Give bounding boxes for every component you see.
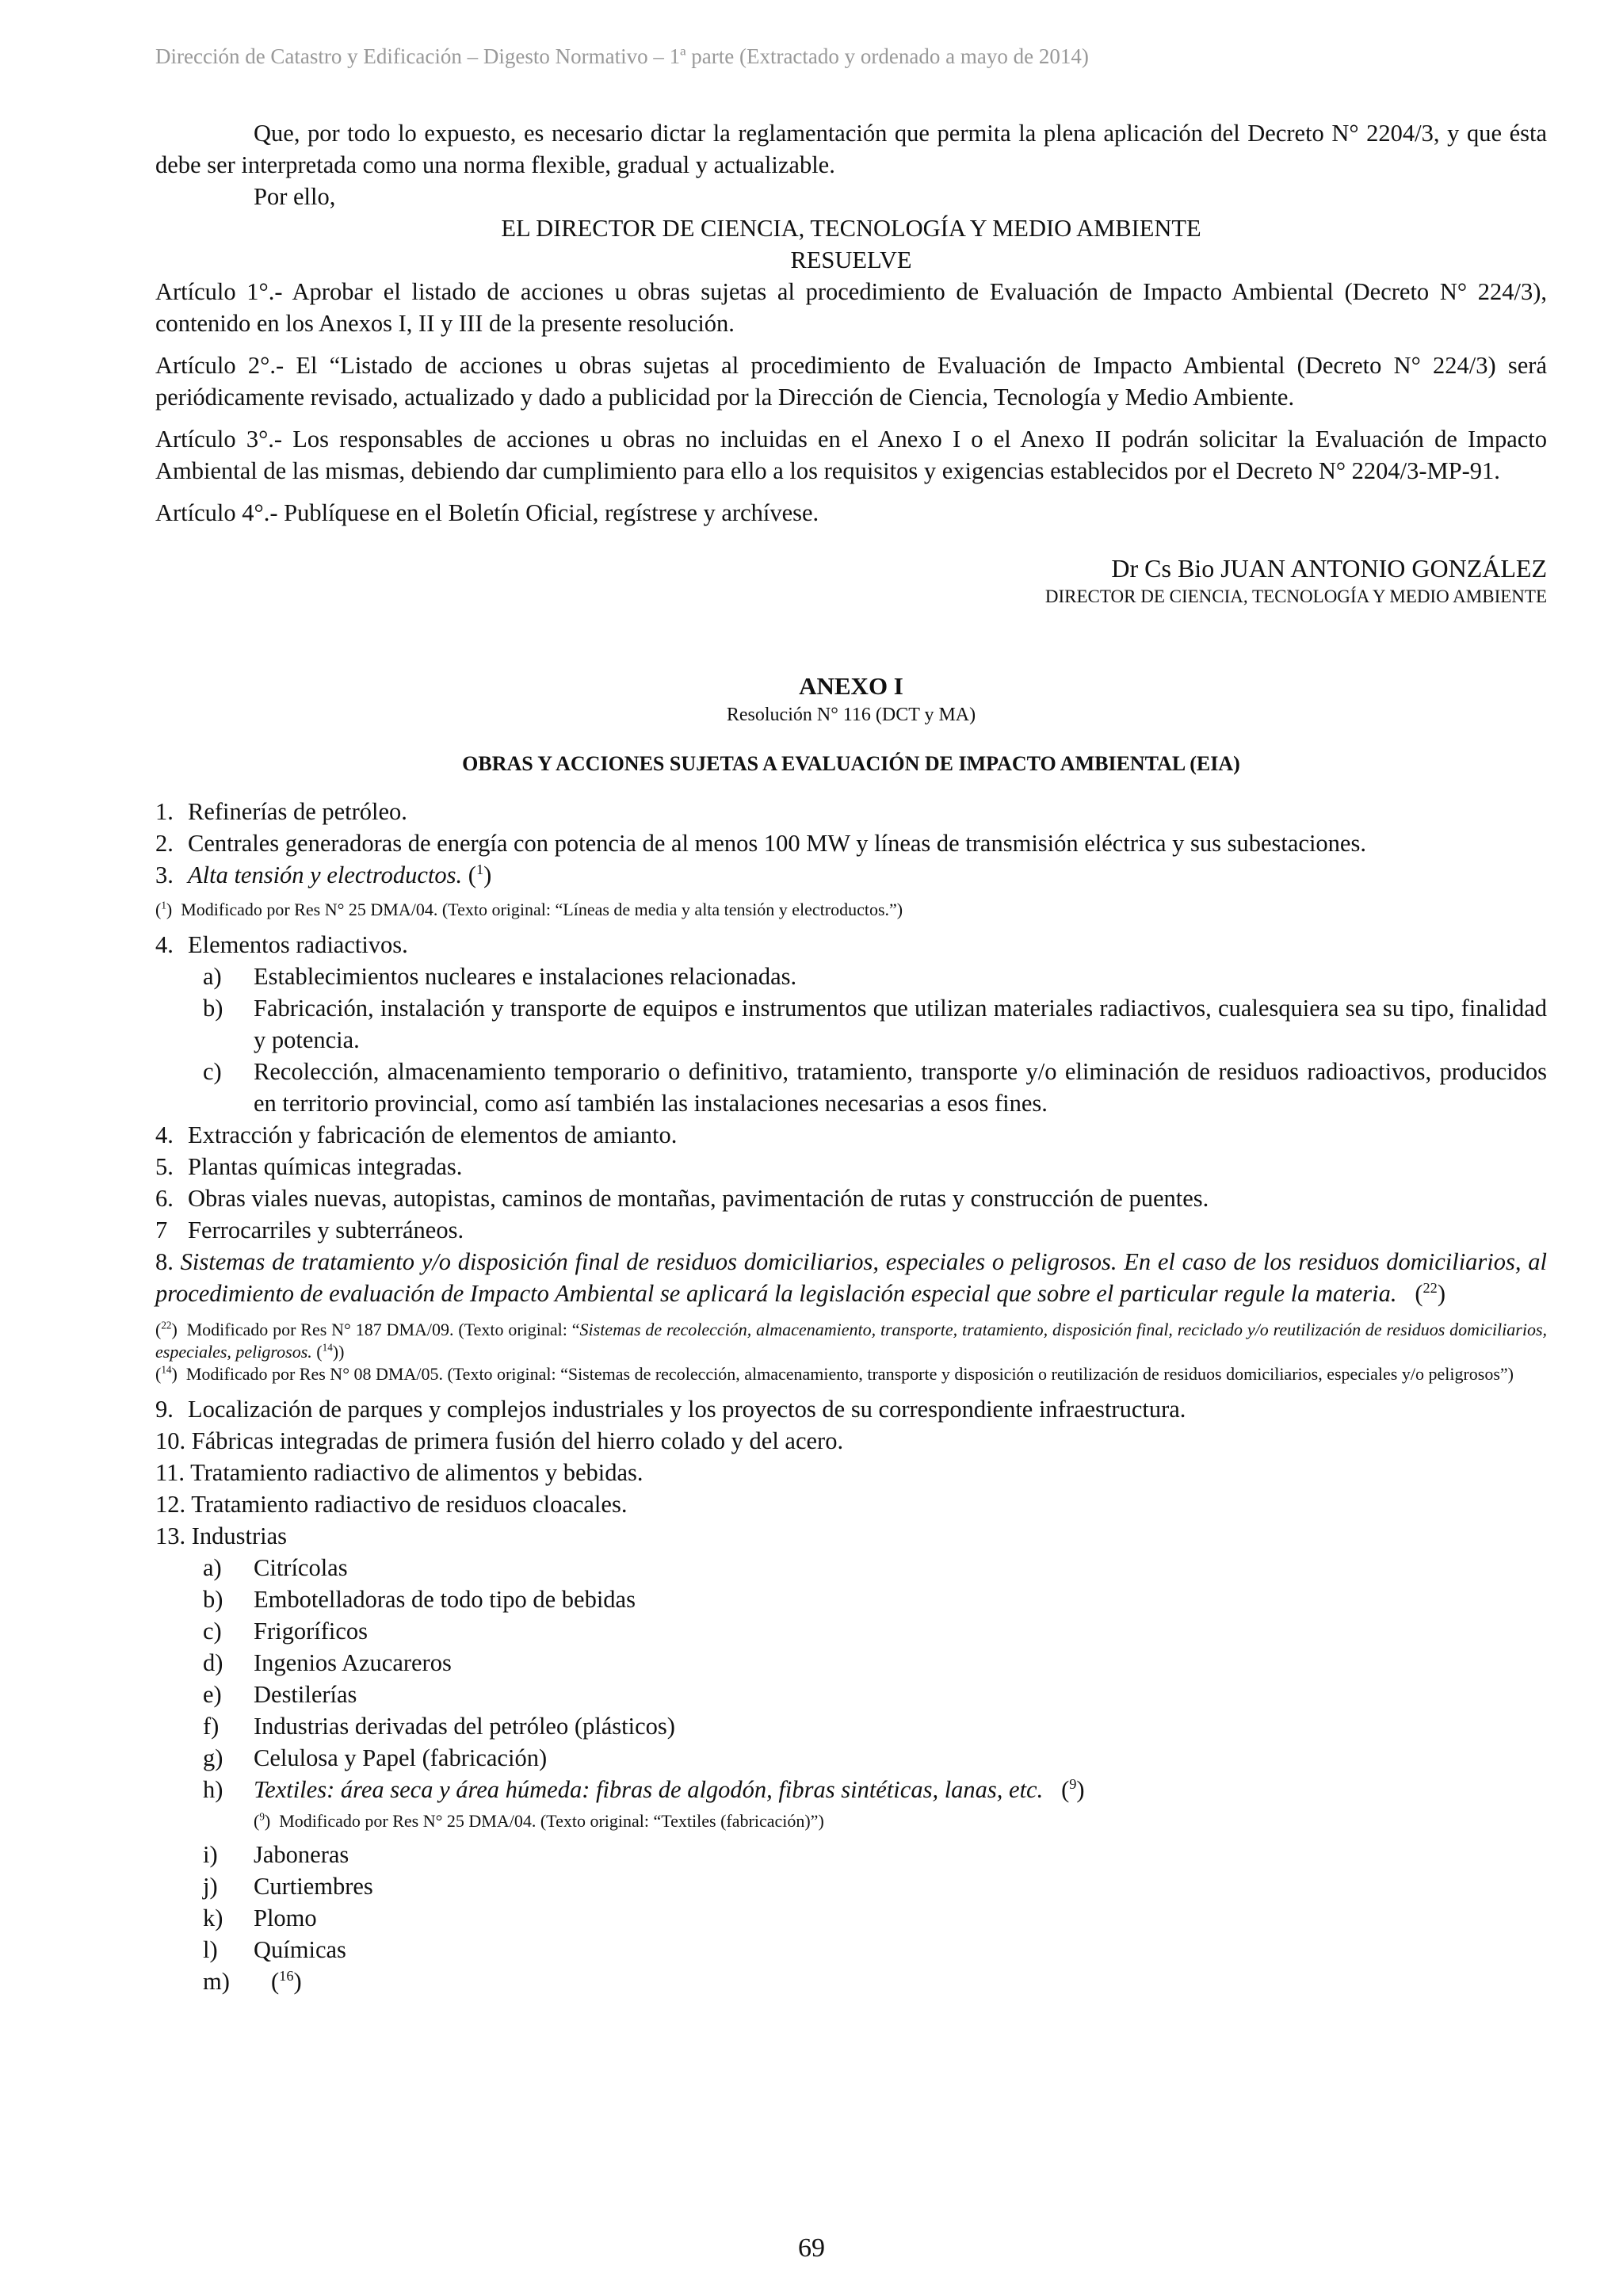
sub-item-letter: c) xyxy=(203,1058,222,1085)
item-text: Elementos radiactivos. xyxy=(188,931,408,958)
list-item: 3. Alta tensión y electroductos. ($^1$) xyxy=(155,859,1547,891)
sub-item-text: Textiles: área seca y área húmeda: fibras de algodón, fibras sintéticas, lanas, etc. xyxy=(254,1776,1044,1803)
footnote-22: ($^{22}$) Modificado por Res N° 187 DMA/09. (Texto original: “Sistemas de recolección, almacenamiento, transporte, tratamiento, disposición final, reciclado y/o reutilización de residuos domiciliarios, especiales, peligrosos. ($^{14}$)) xyxy=(155,1319,1548,1362)
item-text: Localización de parques y complejos industriales y los proyectos de su correspondiente infraestructura. xyxy=(188,1396,1186,1423)
item-number: 4. xyxy=(155,931,174,958)
signer-role: DIRECTOR DE CIENCIA, TECNOLOGÍA Y MEDIO AMBIENTE xyxy=(1044,586,1547,606)
sub-item-letter: a) xyxy=(203,1554,222,1581)
sub-item-letter: i) xyxy=(203,1841,218,1868)
article-3: Artículo 3°.- Los responsables de acciones u obras no incluidas en el Anexo I o el Anexo II podrán solicitar la Evaluación de Impacto Ambiental de las mismas, debiendo dar cumplimiento para ello a los requisitos y exigencias establecidos por el Decreto N° 2204/3-MP-91. xyxy=(155,426,1547,484)
item-number: 11. xyxy=(155,1459,185,1486)
article-1: Artículo 1°.- Aprobar el listado de acciones u obras sujetas al procedimiento de Evaluación de Impacto Ambiental (Decreto N° 224/3), contenido en los Anexos I, II y III de la presente resolución. xyxy=(155,278,1547,337)
article-4: Artículo 4°.- Publíquese en el Boletín Oficial, regístrese y archívese. xyxy=(155,499,819,526)
list-item xyxy=(155,1457,1547,1488)
sub-item-text: ($^{16}$) xyxy=(271,1967,302,1995)
item-text: Plantas químicas integradas. xyxy=(188,1153,463,1180)
list-item xyxy=(155,1119,1547,1151)
page-header: Dirección de Catastro y Edificación – Digesto Normativo – 1ª parte (Extractado y ordenado a mayo de 2014) xyxy=(155,44,1089,68)
item-text: Tratamiento radiactivo de alimentos y bebidas. xyxy=(190,1459,643,1486)
sub-item-text: Frigoríficos xyxy=(254,1618,369,1645)
sub-item-text: Plomo xyxy=(254,1904,317,1931)
sub-item-letter: f) xyxy=(203,1713,220,1740)
footnote-text: Modificado por Res N° 08 DMA/05. (Texto original: “Sistemas de recolección, almacenamiento, transporte y disposición o reutilización de residuos domiciliarios, especiales y/o peligrosos”) xyxy=(185,1364,1514,1384)
footnote-ref: 14 xyxy=(322,1341,333,1354)
sub-item xyxy=(155,992,1547,1056)
article-2: Artículo 2°.- El “Listado de acciones u obras sujetas al procedimiento de Evaluación de Impacto Ambiental (Decreto N° 224/3) será periódicamente revisado, actualizado y dado a publicidad por la Dirección de Ciencia, Tecnología y Medio Ambiente. xyxy=(155,352,1547,411)
list-item xyxy=(155,1182,1547,1214)
footnote-ref: 1 xyxy=(475,861,484,877)
footnote-ref: 9 xyxy=(259,1810,265,1823)
sub-item-letter: b) xyxy=(203,1586,223,1613)
item-number: 8. xyxy=(155,1248,174,1275)
anexo-title: ANEXO I xyxy=(799,672,903,700)
footnote-ref: 9 xyxy=(1069,1775,1077,1792)
footnote-ref: 14 xyxy=(161,1363,172,1376)
footnote-1: ($^1$) Modificado por Res N° 25 DMA/04. (Texto original: “Líneas de media y alta tensión y electroductos.”) xyxy=(155,899,903,919)
list-item xyxy=(155,1520,1547,1552)
sub-item-text: Industrias derivadas del petróleo (plásticos) xyxy=(254,1713,675,1740)
sub-item xyxy=(155,1584,1547,1615)
sub-item xyxy=(155,961,1547,992)
item-text: Tratamiento radiactivo de residuos cloacales. xyxy=(191,1491,628,1518)
page-number: 69 xyxy=(798,2233,825,2263)
por-ello: Por ello, xyxy=(254,183,336,210)
anexo-heading: OBRAS Y ACCIONES SUJETAS A EVALUACIÓN DE IMPACTO AMBIENTAL (EIA) xyxy=(462,752,1240,775)
sub-item-text: Jaboneras xyxy=(254,1841,349,1868)
signer-name: Dr Cs Bio JUAN ANTONIO GONZÁLEZ xyxy=(1111,554,1547,583)
sub-item-letter: g) xyxy=(203,1744,223,1771)
item-8: 8. Sistemas de tratamiento y/o disposición final de residuos domiciliarios, especiales o peligrosos. En el caso de los residuos domiciliarios, al procedimiento de evaluación de Impacto Ambiental se aplicará la legislación especial que sobre el particular regule la materia. ($^{22}$) xyxy=(155,1248,1547,1307)
item-text: Alta tensión y electroductos. xyxy=(188,861,463,888)
item-text: Sistemas de tratamiento y/o disposición final de residuos domiciliarios, especiales o peligrosos. En el caso de los residuos domiciliarios, al procedimiento de evaluación de Impacto Ambiental se aplicará la legislación especial que sobre el particular regule la materia. xyxy=(155,1248,1547,1307)
sub-item-letter: a) xyxy=(203,963,222,990)
sub-item xyxy=(155,1552,1547,1584)
footnote-ref: 16 xyxy=(279,1967,294,1984)
document-body xyxy=(155,117,1547,1997)
item-number: 6. xyxy=(155,1185,174,1212)
sub-item-letter: j) xyxy=(203,1873,218,1900)
item-text: Ferrocarriles y subterráneos. xyxy=(188,1217,464,1244)
sub-item-text: Embotelladoras de todo tipo de bebidas xyxy=(254,1586,636,1613)
sub-item xyxy=(155,1710,1547,1742)
item-number: 7 xyxy=(155,1217,168,1244)
sub-item-text: Destilerías xyxy=(254,1681,357,1708)
item-number: 2. xyxy=(155,830,174,857)
footnote-close: ) xyxy=(338,1342,345,1362)
item-text: Industrias xyxy=(191,1522,288,1549)
sub-item xyxy=(155,1056,1547,1119)
list-item xyxy=(155,1393,1547,1425)
sub-item-text: Citrícolas xyxy=(254,1554,348,1581)
authority-title: EL DIRECTOR DE CIENCIA, TECNOLOGÍA Y MEDIO AMBIENTE xyxy=(501,215,1201,242)
item-text: Refinerías de petróleo. xyxy=(188,798,407,825)
item-number: 9. xyxy=(155,1396,174,1423)
list-item xyxy=(155,796,1547,827)
list-item xyxy=(155,929,1547,961)
footnote-ref: 1 xyxy=(161,899,166,911)
footnote-14: ($^{14}$) Modificado por Res N° 08 DMA/05. (Texto original: “Sistemas de recolección, almacenamiento, transporte y disposición o reutilización de residuos domiciliarios, especiales y/o peligrosos”) xyxy=(155,1363,1514,1384)
footnote-text: Modificado por Res N° 25 DMA/04. (Texto original: “Textiles (fabricación)”) xyxy=(279,1811,824,1831)
item-number: 4. xyxy=(155,1121,174,1148)
footnote-text: Modificado por Res N° 187 DMA/09. (Texto original: “ xyxy=(186,1320,580,1339)
footnote-text: Modificado por Res N° 25 DMA/04. (Texto original: “Líneas de media y alta tensión y electroductos.”) xyxy=(181,900,903,919)
item-number: 5. xyxy=(155,1153,174,1180)
item-text: Obras viales nuevas, autopistas, caminos de montañas, pavimentación de rutas y construcción de puentes. xyxy=(188,1185,1209,1212)
item-text: Centrales generadoras de energía con potencia de al menos 100 MW y líneas de transmisión eléctrica y sus subestaciones. xyxy=(188,830,1366,857)
list-item xyxy=(155,827,1547,859)
sub-item xyxy=(155,1934,1547,1966)
sub-item xyxy=(155,1966,1547,1997)
item-text: Extracción y fabricación de elementos de amianto. xyxy=(188,1121,678,1148)
sub-item-text: Curtiembres xyxy=(254,1873,373,1900)
item-number: 3. xyxy=(155,861,174,888)
item-number: 13. xyxy=(155,1522,186,1549)
sub-item-letter: d) xyxy=(203,1649,223,1676)
sub-item-letter: e) xyxy=(203,1681,222,1708)
sub-item xyxy=(155,1742,1547,1774)
sub-item xyxy=(155,1615,1547,1647)
sub-item xyxy=(155,1839,1547,1870)
intro-paragraph: Que, por todo lo expuesto, es necesario dictar la reglamentación que permita la plena aplicación del Decreto N° 2204/3, y que ésta debe ser interpretada como una norma flexible, gradual y actualizable. xyxy=(155,120,1547,178)
sub-item xyxy=(155,1902,1547,1934)
item-number: 12. xyxy=(155,1491,186,1518)
sub-item-text: Recolección, almacenamiento temporario o definitivo, tratamiento, transporte y/o eliminación de residuos radioactivos, producidos en territorio provincial, como así también las instalaciones necesarias a esos fines. xyxy=(254,1058,1547,1117)
item-number: 10. xyxy=(155,1427,186,1454)
sub-item-text: Químicas xyxy=(254,1936,346,1963)
list-item xyxy=(155,1214,1547,1246)
anexo-resolution: Resolución N° 116 (DCT y MA) xyxy=(726,705,976,725)
sub-item-text: Fabricación, instalación y transporte de equipos e instrumentos que utilizan materiales radiactivos, cualesquiera sea su tipo, finalidad y potencia. xyxy=(254,995,1547,1053)
sub-item-letter: l) xyxy=(203,1936,218,1963)
list-item xyxy=(155,1488,1547,1520)
sub-item-letter: b) xyxy=(203,995,223,1022)
sub-item-letter: m) xyxy=(203,1968,230,1995)
sub-item-letter: c) xyxy=(203,1618,222,1645)
sub-item-text: Establecimientos nucleares e instalaciones relacionadas. xyxy=(254,963,797,990)
item-text: Fábricas integradas de primera fusión del hierro colado y del acero. xyxy=(191,1427,844,1454)
sub-item-letter: h) xyxy=(203,1776,223,1803)
sub-item-letter: k) xyxy=(203,1904,223,1931)
footnote-9: ($^9$) Modificado por Res N° 25 DMA/04. (Texto original: “Textiles (fabricación)”) xyxy=(254,1810,824,1831)
sub-item-text: Ingenios Azucareros xyxy=(254,1649,452,1676)
footnote-ref: 22 xyxy=(1423,1279,1438,1296)
list-item xyxy=(155,1425,1547,1457)
list-item xyxy=(155,1151,1547,1182)
item-number: 1. xyxy=(155,798,174,825)
resuelve-heading: RESUELVE xyxy=(790,246,912,273)
sub-item: h) Textiles: área seca y área húmeda: fibras de algodón, fibras sintéticas, lanas, etc. ($^9$) xyxy=(155,1774,1547,1805)
sub-item xyxy=(155,1679,1547,1710)
sub-item-text: Celulosa y Papel (fabricación) xyxy=(254,1744,548,1771)
footnote-ref: 22 xyxy=(161,1319,172,1331)
sub-item xyxy=(155,1870,1547,1902)
footnote-quote: Sistemas de recolección, almacenamiento, transporte, tratamiento, disposición final, reciclado y/o reutilización de residuos domiciliarios, especiales, peligrosos. xyxy=(155,1320,1548,1362)
sub-item xyxy=(155,1647,1547,1679)
